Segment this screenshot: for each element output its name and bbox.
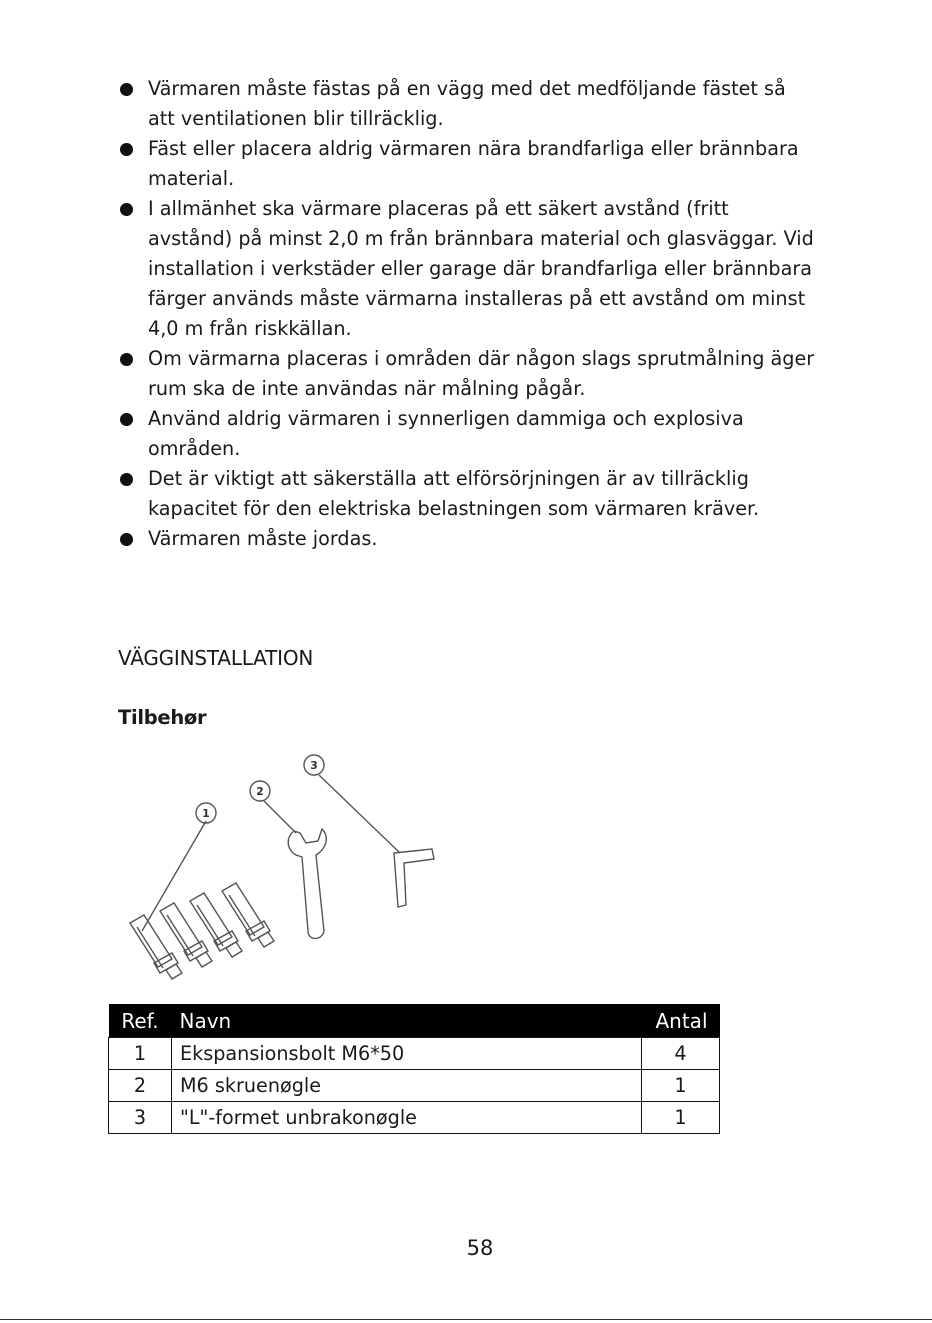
bullet-item: [118, 524, 818, 554]
footer-divider: [0, 1319, 932, 1320]
bullet-dot-icon: [120, 413, 133, 426]
callout-1-label: 1: [202, 807, 210, 820]
bullet-text: Värmaren måste fästas på en vägg med det medföljande fästet så att ventilationen blir tillräcklig.: [148, 77, 786, 130]
page-number: 58: [466, 1236, 494, 1260]
bullet-item: [118, 134, 818, 194]
bullet-text: I allmänhet ska värmare placeras på ett säkert avstånd (fritt avstånd) på minst 2,0 m från brännbara material och glasväggar. Vid installation i verkstäder eller garage där brandfarliga eller brännbara färger används måste värmarna installeras på ett avstånd om minst 4,0 m från riskkällan.: [148, 197, 814, 340]
bullet-item: [118, 464, 818, 524]
table-row: [109, 1038, 720, 1070]
bullet-item: [118, 404, 818, 464]
cell-name: M6 skruenøgle: [172, 1070, 642, 1102]
cell-name: "L"-formet unbrakonøgle: [172, 1102, 642, 1134]
cell-ref: 1: [109, 1038, 172, 1070]
hex-key-icon: [394, 849, 434, 907]
section-heading: VÄGGINSTALLATION: [118, 646, 314, 670]
col-header-name: Navn: [172, 1004, 642, 1038]
expansion-bolt-icon: [160, 903, 212, 967]
col-header-ref: Ref.: [109, 1004, 172, 1038]
table-row: [109, 1102, 720, 1134]
expansion-bolt-icon: [222, 883, 274, 947]
table-row: [109, 1070, 720, 1102]
cell-ref: 3: [109, 1102, 172, 1134]
bullet-text: Värmaren måste jordas.: [148, 527, 378, 550]
bullet-dot-icon: [120, 533, 133, 546]
callout-3-label: 3: [310, 759, 318, 772]
safety-bullet-list: [118, 74, 818, 554]
accessories-illustration: [110, 745, 450, 985]
bullet-dot-icon: [120, 473, 133, 486]
bullet-item: [118, 344, 818, 404]
bullet-item: [118, 194, 818, 344]
bullet-text: Om värmarna placeras i områden där någon slags sprutmålning äger rum ska de inte användas när målning pågår.: [148, 347, 815, 400]
cell-qty: 1: [642, 1102, 720, 1134]
parts-table: [108, 1004, 720, 1134]
section-subheading: Tilbehør: [118, 706, 207, 729]
bullet-dot-icon: [120, 83, 133, 96]
callout-2-label: 2: [256, 785, 264, 798]
bullet-text: Det är viktigt att säkerställa att elförsörjningen är av tillräcklig kapacitet för den elektriska belastningen som värmaren kräver.: [148, 467, 760, 520]
table-header-row: [109, 1004, 720, 1038]
bullet-dot-icon: [120, 143, 133, 156]
cell-qty: 1: [642, 1070, 720, 1102]
cell-qty: 4: [642, 1038, 720, 1070]
bullet-text: Fäst eller placera aldrig värmaren nära brandfarliga eller brännbara material.: [148, 137, 799, 190]
bullet-dot-icon: [120, 203, 133, 216]
bullet-dot-icon: [120, 353, 133, 366]
bullet-item: [118, 74, 818, 134]
cell-name: Ekspansionsbolt M6*50: [172, 1038, 642, 1070]
cell-ref: 2: [109, 1070, 172, 1102]
wrench-icon: [288, 829, 326, 939]
expansion-bolt-icon: [130, 915, 182, 979]
bullet-text: Använd aldrig värmaren i synnerligen dammiga och explosiva områden.: [148, 407, 744, 460]
col-header-qty: Antal: [642, 1004, 720, 1038]
